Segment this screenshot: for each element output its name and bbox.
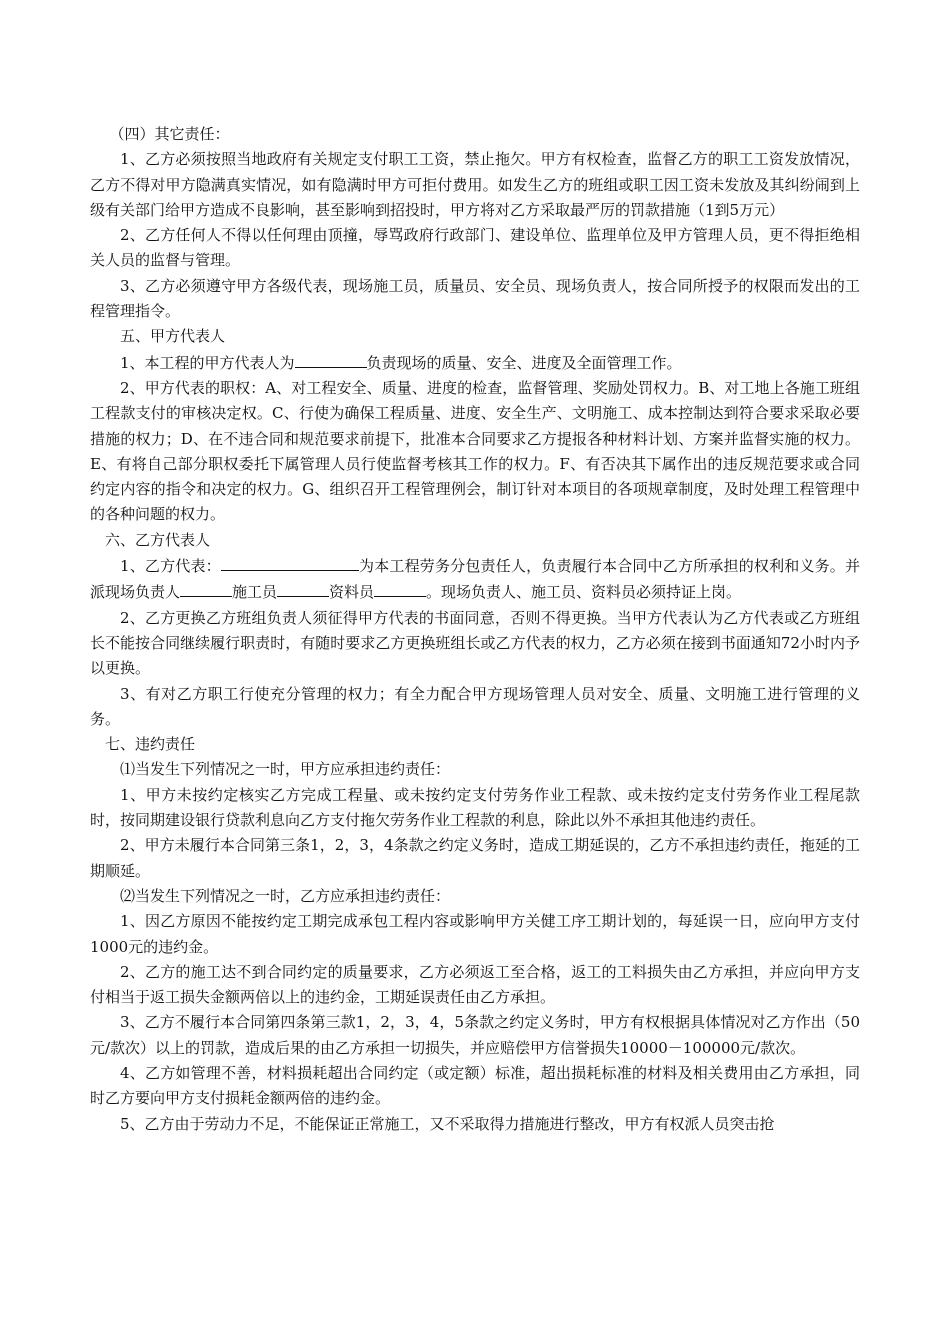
section-heading-other-duties: （四）其它责任：	[109, 125, 230, 143]
paragraph-party-b-rep	[90, 553, 860, 606]
fill-in-blank	[374, 579, 426, 597]
paragraph: 3、有对乙方职工行使充分管理的权力；有全力配合甲方现场管理人员对安全、质量、文明施工进行管理的义务。	[90, 684, 860, 728]
text-segment: 1、本工程的甲方代表人为	[120, 353, 295, 372]
paragraph: 2、乙方更换乙方班组负责人须征得甲方代表的书面同意，否则不得更换。当甲方代表认为乙方代表或乙方班组长不能按合同继续履行职责时，有随时要求乙方更换班组长或乙方代表的权力，乙方必须在接到书面通知72小时内予以更换。	[90, 608, 860, 678]
paragraph: 1、乙方必须按照当地政府有关规定支付职工工资，禁止拖欠。甲方有权检查，监督乙方的职工工资发放情况，乙方不得对甲方隐满真实情况，如有隐满时甲方可拒付费用。如发生乙方的班组或职工因工资未发放及其纠纷闹到上级有关部门给甲方造成不良影响，甚至影响到招投时，甲方将对乙方采取最严厉的罚款措施（1到5万元）	[90, 150, 860, 219]
paragraph: 2、乙方任何人不得以任何理由顶撞，辱骂政府行政部门、建设单位、监理单位及甲方管理人员，更不得拒绝相关人员的监督与管理。	[90, 226, 860, 270]
text-segment: 施工员	[232, 583, 278, 602]
section-heading-party-a-representative: 五、甲方代表人	[120, 327, 226, 346]
paragraph: 1、因乙方原因不能按约定工期完成承包工程内容或影响甲方关健工序工期计划的，每延误一日，应向甲方支付1000元的违约金。	[90, 912, 860, 956]
text-segment: 负责现场的质量、安全、进度及全面管理工作。	[366, 353, 682, 372]
paragraph: ⑵当发生下列情况之一时，乙方应承担违约责任：	[120, 886, 451, 905]
paragraph-party-a-rep	[90, 350, 860, 376]
section-heading-liability: 七、违约责任	[105, 735, 196, 754]
paragraph: ⑴当发生下列情况之一时，甲方应承担违约责任：	[120, 760, 451, 779]
paragraph: 2、甲方未履行本合同第三条1，2，3，4条款之约定义务时，造成工期延误的，乙方不承担违约责任，拖延的工期顺延。	[90, 836, 860, 880]
paragraph: 2、乙方的施工达不到合同约定的质量要求，乙方必须返工至合格，返工的工料损失由乙方承担，并应向甲方支付相当于返工损失金额两倍以上的违约金，工期延误责任由乙方承担。	[90, 962, 860, 1007]
fill-in-blank	[221, 553, 359, 571]
text-segment: 为本工程劳务分包责任人，负责履行本合同中乙方所承担的权利和义务。并派现场负责人	[90, 557, 860, 602]
paragraph: 3、乙方必须遵守甲方各级代表，现场施工员，质量员、安全员、现场负责人，按合同所授予的权限而发出的工程管理指令。	[90, 276, 860, 321]
paragraph: 5、乙方由于劳动力不足，不能保证正常施工，又不采取得力措施进行整改，甲方有权派人员突击抢	[120, 1114, 775, 1133]
text-segment: 1、乙方代表：	[120, 557, 221, 576]
document-page	[90, 122, 860, 1137]
fill-in-blank	[180, 579, 232, 597]
section-heading-party-b-representative: 六、乙方代表人	[105, 530, 211, 549]
paragraph: 1、甲方未按约定核实乙方完成工程量、或未按约定支付劳务作业工程款、或未按约定支付劳务作业工程尾款时，按同期建设银行贷款利息向乙方支付拖欠劳务作业工程款的利息，除此以外不承担其他违约责任。	[90, 785, 860, 830]
fill-in-blank	[277, 579, 329, 597]
paragraph: 3、乙方不履行本合同第四条第三款1，2，3，4，5条款之约定义务时，甲方有权根据具体情况对乙方作出（50元/款次）以上的罚款，造成后果的由乙方承担一切损失，并应赔偿甲方信誉损失10000－100000元/款次。	[90, 1013, 860, 1057]
paragraph: 2、甲方代表的职权：A、对工程安全、质量、进度的检查，监督管理、奖励处罚权力。B、对工地上各施工班组工程款支付的审核决定权。C、行使为确保工程质量、进度、安全生产、文明施工、成本控制达到符合要求采取必要措施的权力；D、在不违合同和规范要求前提下，批准本合同要求乙方提报各种材料计划、方案并监督实施的权力。E、有将自己部分职权委托下属管理人员行使监督考核其工作的权力。F、有否决其下属作出的违反规范要求或合同约定内容的指令和决定的权力。G、组织召开工程管理例会，制订针对本项目的各项规章制度，及时处理工程管理中的各种问题的权力。	[90, 378, 860, 524]
fill-in-blank	[295, 350, 367, 368]
text-segment: 资料员	[329, 583, 375, 602]
paragraph: 4、乙方如管理不善，材料损耗超出合同约定（或定额）标准，超出损耗标准的材料及相关费用由乙方承担，同时乙方要向甲方支付损耗金额两倍的违约金。	[90, 1063, 860, 1108]
text-segment: 。现场负责人、施工员、资料员必须持证上岗。	[426, 583, 742, 602]
